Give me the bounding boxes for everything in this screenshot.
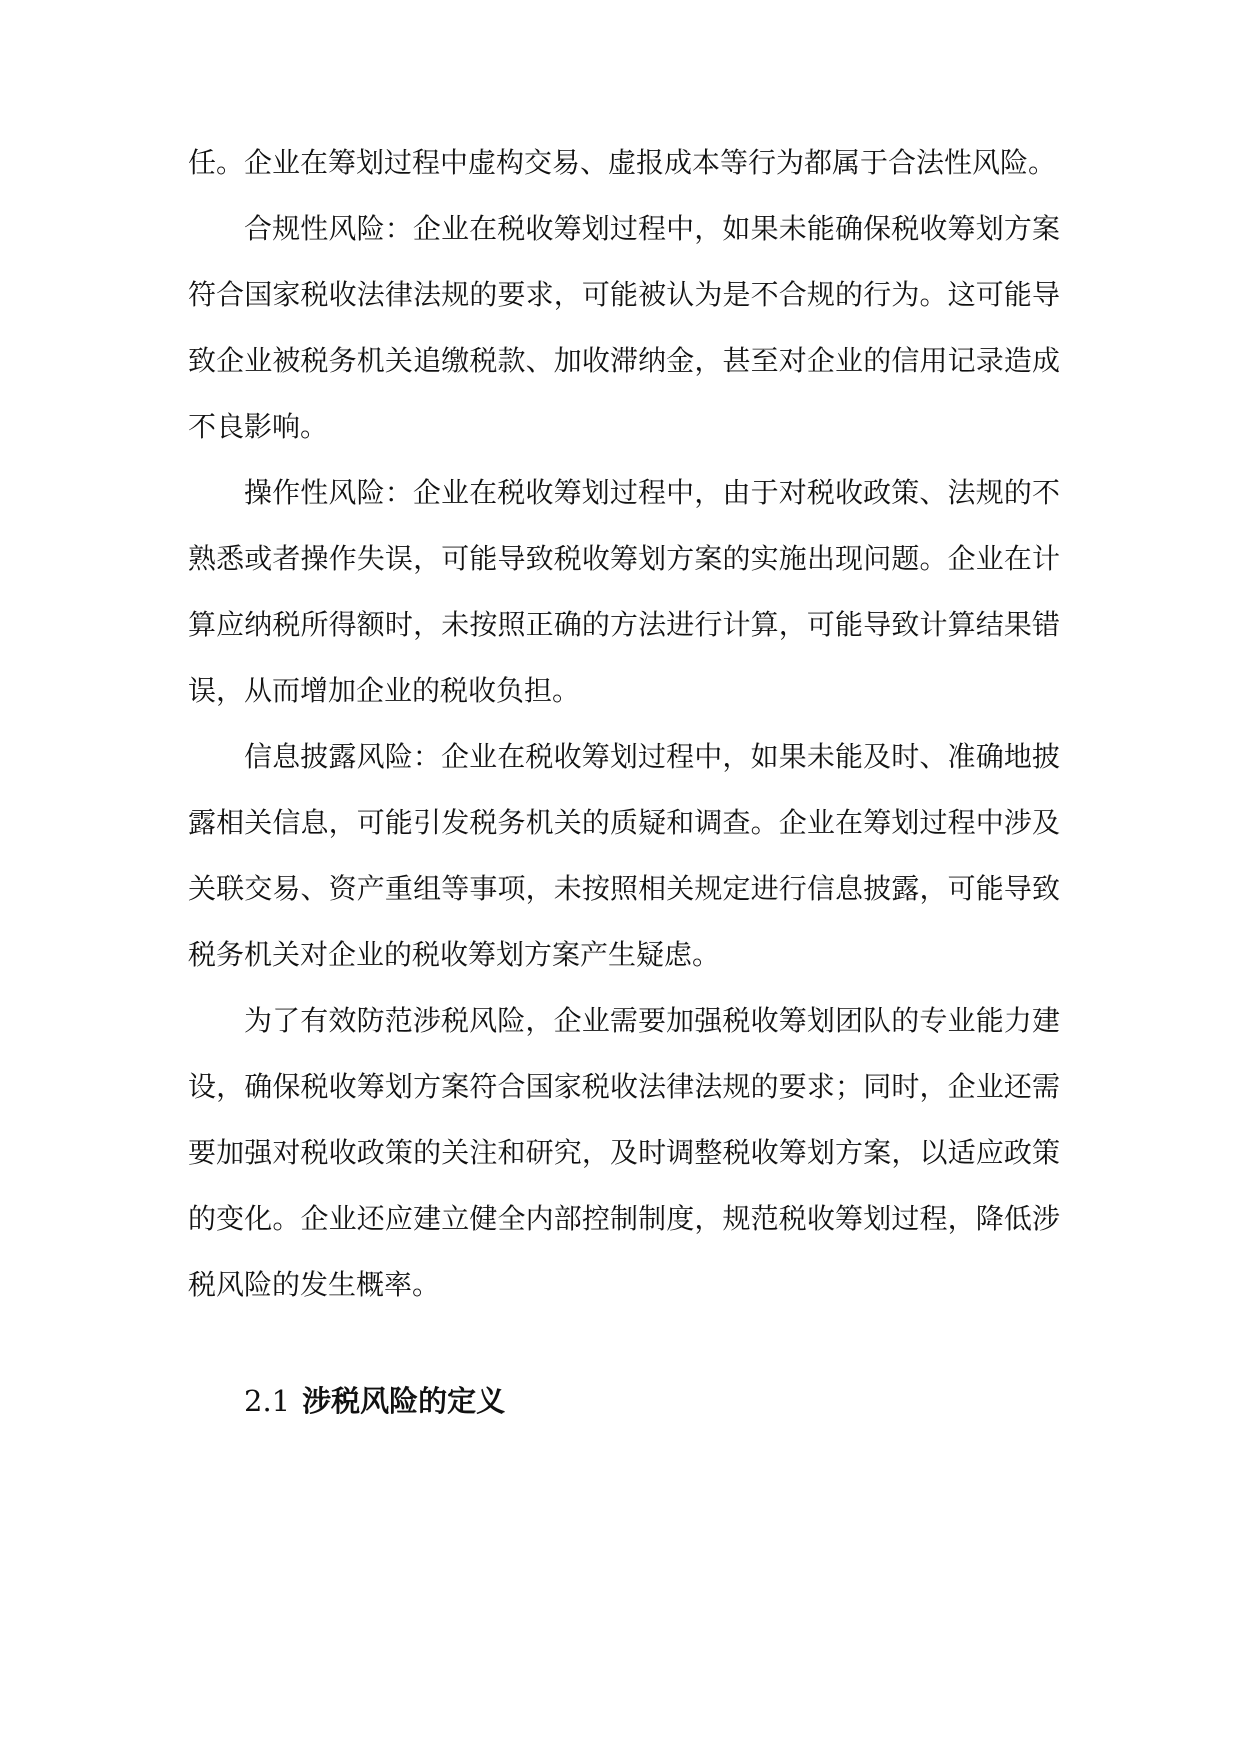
section-number: 2.1 bbox=[244, 1384, 291, 1418]
paragraph-risk-prevention: 为了有效防范涉税风险，企业需要加强税收筹划团队的专业能力建设，确保税收筹划方案符合国家税收法律法规的要求；同时，企业还需要加强对税收政策的关注和研究，及时调整税收筹划方案，以适应政策的变化。企业还应建立健全内部控制制度，规范税收筹划过程，降低涉税风险的发生概率。 bbox=[188, 1004, 1060, 1301]
paragraph-compliance-risk: 合规性风险：企业在税收筹划过程中，如果未能确保税收筹划方案符合国家税收法律法规的要求，可能被认为是不合规的行为。这可能导致企业被税务机关追缴税款、加收滞纳金，甚至对企业的信用记录造成不良影响。 bbox=[188, 212, 1060, 443]
paragraph-disclosure-risk: 信息披露风险：企业在税收筹划过程中，如果未能及时、准确地披露相关信息，可能引发税务机关的质疑和调查。企业在筹划过程中涉及关联交易、资产重组等事项，未按照相关规定进行信息披露，可能导致税务机关对企业的税收筹划方案产生疑虑。 bbox=[188, 740, 1060, 971]
paragraph-operational-risk: 操作性风险：企业在税收筹划过程中，由于对税收政策、法规的不熟悉或者操作失误，可能导致税收筹划方案的实施出现问题。企业在计算应纳税所得额时，未按照正确的方法进行计算，可能导致计算结果错误，从而增加企业的税收负担。 bbox=[188, 476, 1060, 707]
paragraph-continuation: 任。企业在筹划过程中虚构交易、虚报成本等行为都属于合法性风险。 bbox=[188, 146, 1057, 179]
section-heading bbox=[188, 1368, 1060, 1434]
document-page bbox=[188, 130, 1060, 1434]
section-title: 涉税风险的定义 bbox=[302, 1384, 506, 1418]
